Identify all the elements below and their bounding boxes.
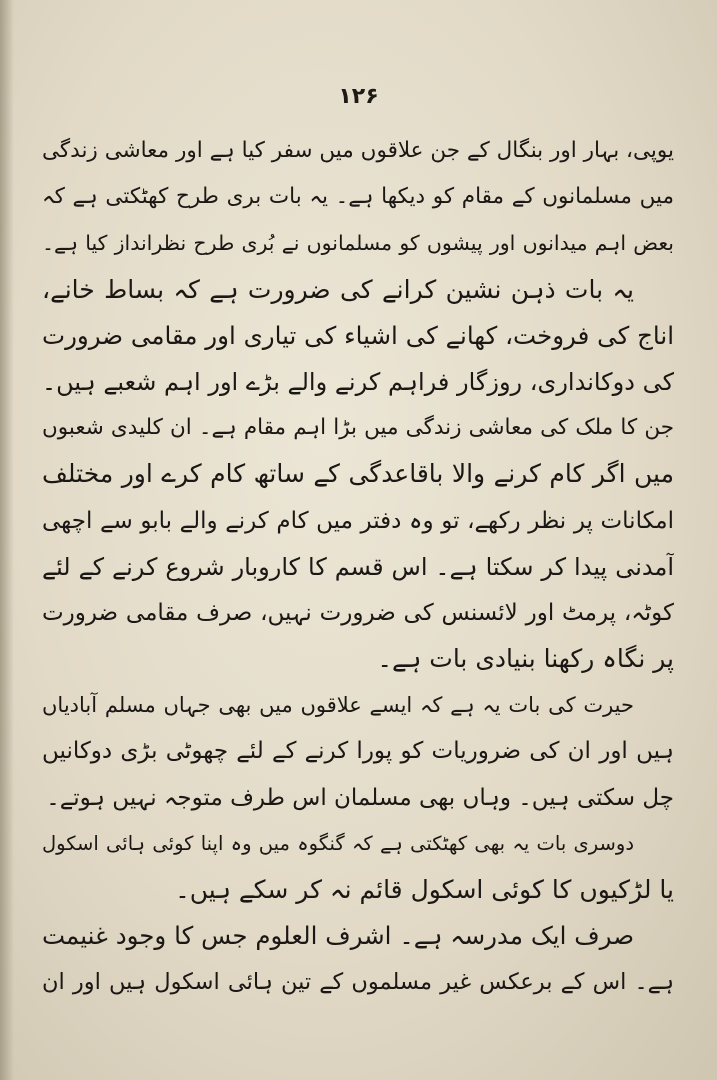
- text-line: کوٹہ، پرمٹ اور لائسنس کی ضرورت نہیں، صرف مقامی ضرورت: [42, 599, 674, 626]
- text-line: جن کا ملک کی معاشی زندگی میں بڑا اہم مقام ہے۔ ان کلیدی شعبوں: [42, 415, 674, 441]
- paragraph-end-line: یا لڑکیوں کا کوئی اسکول قائم نہ کر سکے ہیں۔: [175, 875, 674, 904]
- paragraph-end-line: پر نگاہ رکھنا بنیادی بات ہے۔: [377, 644, 674, 674]
- page-number: ۱۲۶: [338, 84, 379, 109]
- text-line: ہے۔ اس کے برعکس غیر مسلموں کے تین ہائی اسکول ہیں اور ان: [42, 969, 674, 996]
- text-line: کی دوکانداری، روزگار فراہم کرنے والے بڑے اور اہم شعبے ہیں۔: [42, 367, 674, 396]
- text-line: ہیں اور ان کی ضروریات کو پورا کرنے کے لئے چھوٹی بڑی دوکانیں: [42, 738, 674, 765]
- text-line: بعض اہم میدانوں اور پیشوں کو مسلمانوں نے بُری طرح نظرانداز کیا ہے۔: [42, 231, 674, 256]
- paragraph-start-line: صرف ایک مدرسہ ہے۔ اشرف العلوم جس کا وجود غنیمت: [42, 921, 634, 951]
- paragraph-start-line: دوسری بات یہ بھی کھٹکتی ہے کہ گنگوہ میں وہ اپنا کوئی ہائی اسکول: [42, 831, 634, 855]
- page-binding-shadow: [0, 0, 14, 1080]
- text-line: میں اگر کام کرنے والا باقاعدگی کے ساتھ کام کرے اور مختلف: [42, 459, 674, 489]
- paragraph-start-line: یہ بات ذہن نشین کرانے کی ضرورت ہے کہ بساط خانے،: [42, 274, 634, 304]
- text-line: یوپی، بہار اور بنگال کے جن علاقوں میں سفر کیا ہے اور معاشی زندگی: [42, 138, 674, 163]
- text-line: اناج کی فروخت، کھانے کی اشیاء کی تیاری اور مقامی ضرورت: [42, 320, 674, 350]
- text-line: امکانات پر نظر رکھے، تو وہ دفتر میں کام کرنے والے بابو سے اچھی: [42, 507, 674, 534]
- page-text: [42, 128, 674, 1006]
- paragraph-start-line: حیرت کی بات یہ ہے کہ ایسے علاقوں میں بھی جہاں مسلم آبادیاں: [42, 693, 634, 718]
- text-line: آمدنی پیدا کر سکتا ہے۔ اس قسم کا کاروبار شروع کرنے کے لئے: [42, 552, 674, 581]
- text-line: میں مسلمانوں کے مقام کو دیکھا ہے۔ یہ بات بری طرح کھٹکتی ہے کہ: [42, 184, 674, 210]
- paragraph-end-line: چل سکتی ہیں۔ وہاں بھی مسلمان اس طرف متوجہ نہیں ہوتے۔: [46, 784, 674, 811]
